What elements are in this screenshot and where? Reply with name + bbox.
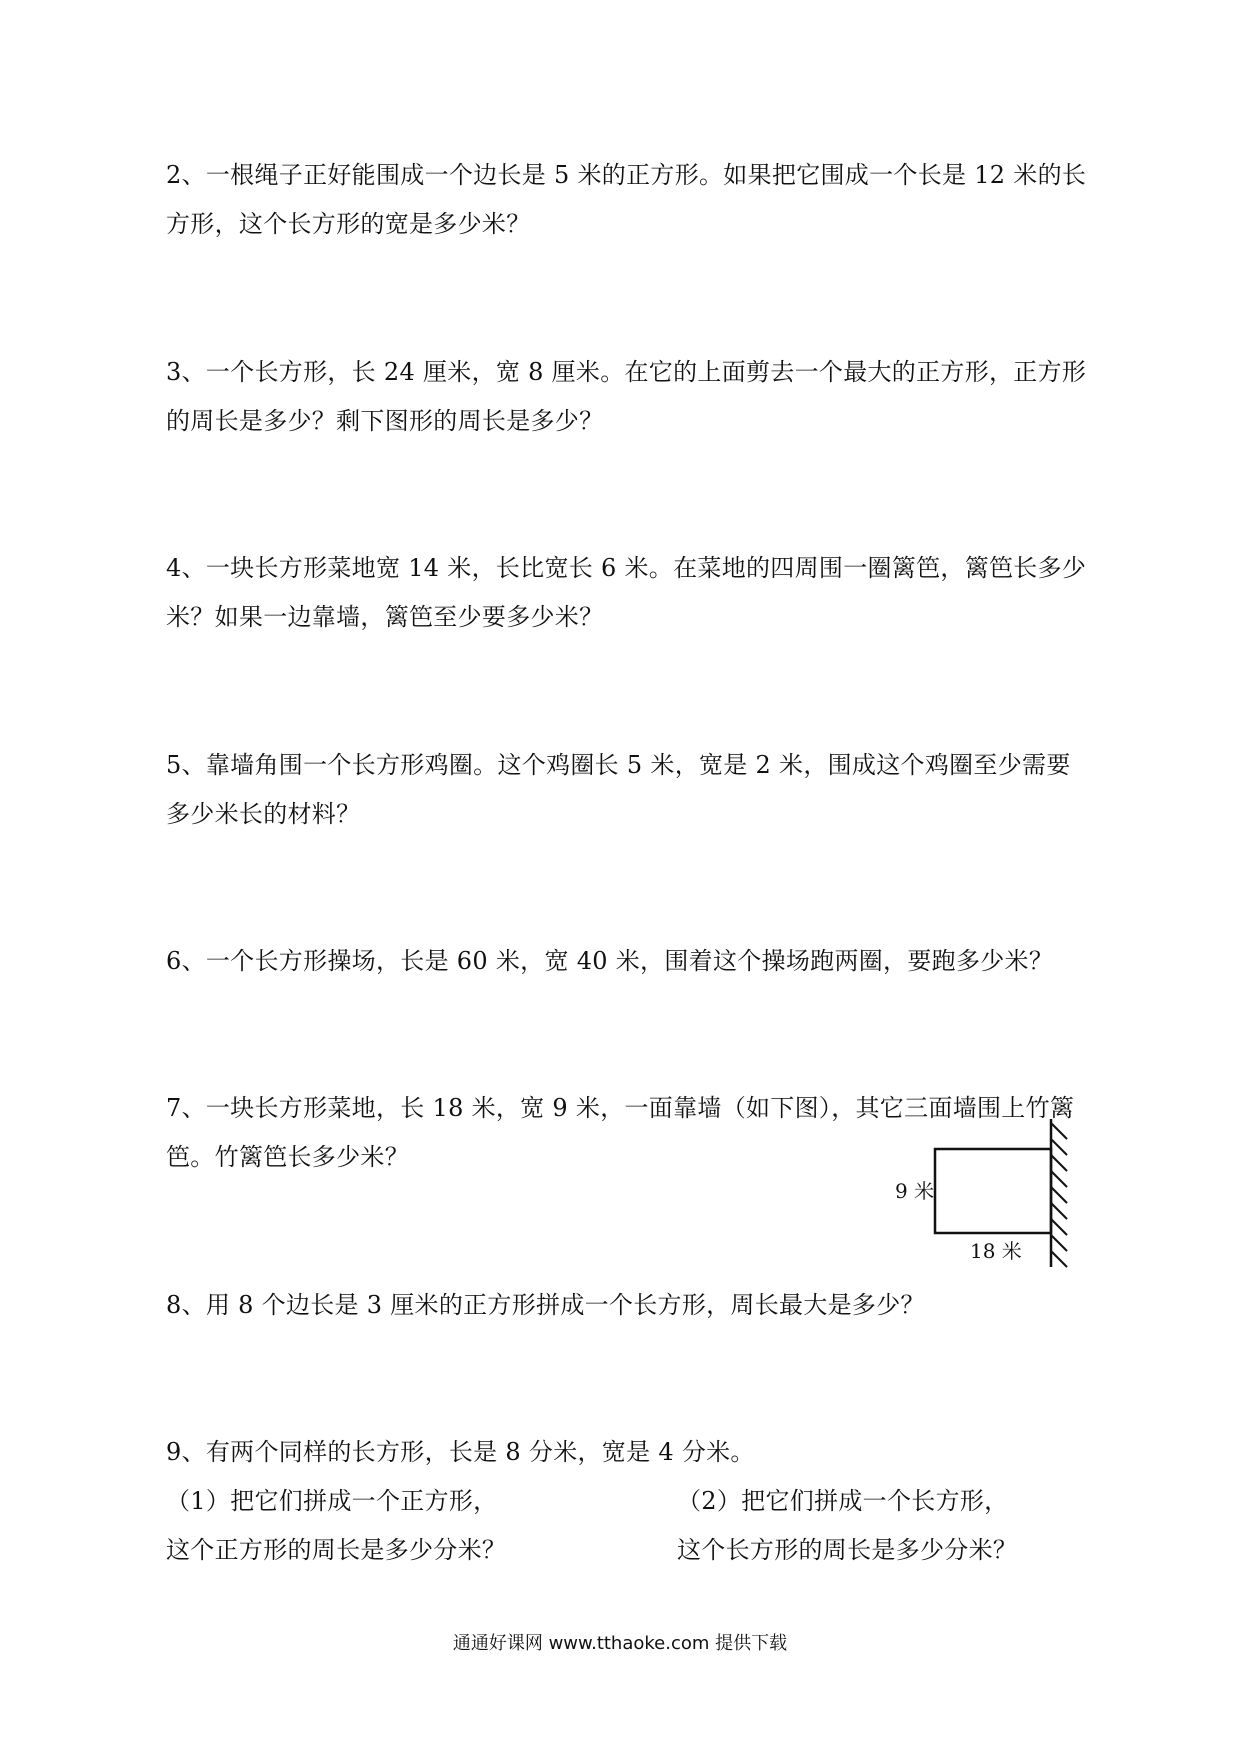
problem-8-line-1: 8、用 8 个边长是 3 厘米的正方形拼成一个长方形，周长最大是多少？	[166, 1291, 925, 1319]
problem-7-line-1: 7、一块长方形菜地，长 18 米，宽 9 米，一面靠墙（如下图），其它三面墙围上竹篱	[166, 1094, 1075, 1122]
wall-hatching	[1051, 1123, 1067, 1267]
problem-9-line-1: 9、有两个同样的长方形，长是 8 分米，宽是 4 分米。	[166, 1438, 755, 1466]
problem-5-line-1: 5、靠墙角围一个长方形鸡圈。这个鸡圈长 5 米，宽是 2 米，围成这个鸡圈至少需要	[166, 751, 1071, 779]
problem-4-line-2: 米？如果一边靠墙，篱笆至少要多少米？	[166, 603, 604, 631]
problem-2-line-1: 2、一根绳子正好能围成一个边长是 5 米的正方形。如果把它围成一个长是 12 米的长	[166, 161, 1087, 189]
problem-9-sub2-line-2: 这个长方形的周长是多少分米？	[677, 1536, 1018, 1564]
problem-6-line-1: 6、一个长方形操场，长是 60 米，宽 40 米，围着这个操场跑两圈，要跑多少米？	[166, 947, 1054, 975]
problem-9-sub1-line-2: 这个正方形的周长是多少分米？	[166, 1536, 507, 1564]
problem-7-figure	[880, 1115, 1080, 1275]
footer-credit: 通通好课网 www.tthaoke.com 提供下载	[452, 1633, 788, 1654]
width-label: 9 米	[895, 1179, 935, 1203]
problem-9-sub1-line-1: （1）把它们拼成一个正方形，	[166, 1487, 498, 1515]
problem-4-line-1: 4、一块长方形菜地宽 14 米，长比宽长 6 米。在菜地的四周围一圈篱笆，篱笆长多少	[166, 554, 1087, 582]
problem-9-sub2-line-1: （2）把它们拼成一个长方形，	[677, 1487, 1009, 1515]
problem-7-line-2: 笆。竹篱笆长多少米？	[166, 1143, 409, 1171]
problem-3-line-1: 3、一个长方形，长 24 厘米，宽 8 厘米。在它的上面剪去一个最大的正方形，正方形	[166, 358, 1087, 386]
garden-rectangle	[935, 1149, 1051, 1233]
problem-5-line-2: 多少米长的材料？	[166, 800, 361, 828]
problem-3-line-2: 的周长是多少？剩下图形的周长是多少？	[166, 407, 604, 435]
problem-2-line-2: 方形，这个长方形的宽是多少米？	[166, 210, 531, 238]
length-label: 18 米	[970, 1239, 1022, 1263]
